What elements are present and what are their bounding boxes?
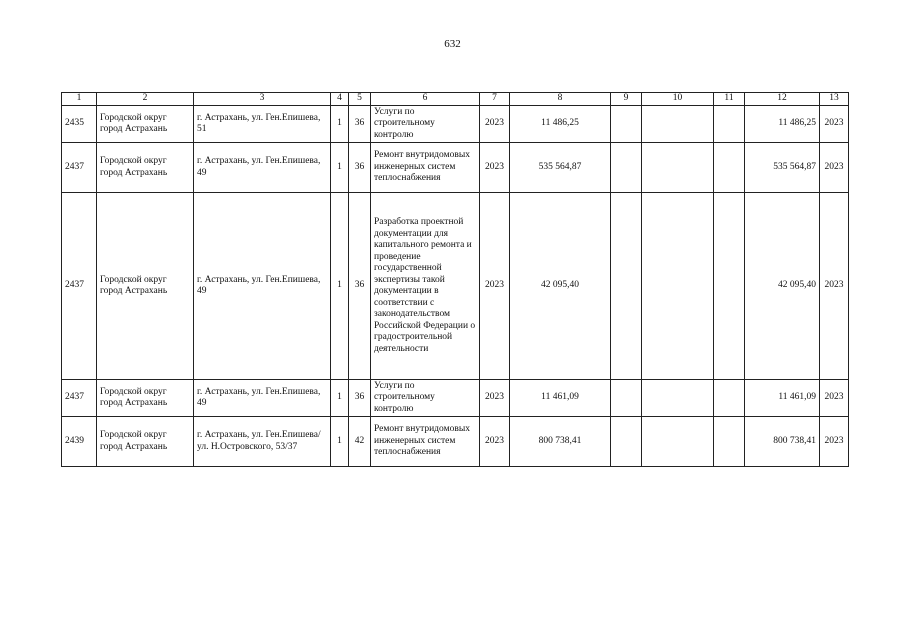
table-row (62, 417, 849, 467)
cell-col9 (611, 106, 642, 143)
budget-table (61, 92, 849, 467)
column-header: 1 (62, 93, 97, 106)
cell-col5: 36 (349, 143, 371, 193)
cell-service: Услуги по строительному контролю (371, 106, 480, 143)
column-header: 5 (349, 93, 371, 106)
cell-col11 (714, 380, 745, 417)
column-header: 3 (194, 93, 331, 106)
cell-col10 (642, 106, 714, 143)
cell-year-end: 2023 (820, 106, 849, 143)
cell-year: 2023 (480, 417, 510, 467)
cell-address: г. Астрахань, ул. Ген.Епишева, 49 (194, 143, 331, 193)
cell-amount: 42 095,40 (510, 193, 611, 380)
table-row (62, 143, 849, 193)
cell-district: Городской округ город Астрахань (97, 143, 194, 193)
column-header: 4 (331, 93, 349, 106)
cell-address: г. Астрахань, ул. Ген.Епишева, 49 (194, 193, 331, 380)
cell-total: 800 738,41 (745, 417, 820, 467)
cell-col11 (714, 417, 745, 467)
column-header: 12 (745, 93, 820, 106)
cell-col10 (642, 417, 714, 467)
header-row (62, 93, 849, 106)
cell-year: 2023 (480, 106, 510, 143)
cell-col11 (714, 193, 745, 380)
cell-district: Городской округ город Астрахань (97, 106, 194, 143)
cell-col10 (642, 193, 714, 380)
cell-year-end: 2023 (820, 143, 849, 193)
column-header: 11 (714, 93, 745, 106)
cell-col4: 1 (331, 193, 349, 380)
column-header: 13 (820, 93, 849, 106)
cell-address: г. Астрахань, ул. Ген.Епишева/ ул. Н.Островского, 53/37 (194, 417, 331, 467)
cell-number: 2439 (62, 417, 97, 467)
cell-amount: 11 486,25 (510, 106, 611, 143)
cell-year-end: 2023 (820, 380, 849, 417)
cell-total: 535 564,87 (745, 143, 820, 193)
cell-col9 (611, 417, 642, 467)
cell-col4: 1 (331, 380, 349, 417)
cell-district: Городской округ город Астрахань (97, 193, 194, 380)
cell-col5: 36 (349, 193, 371, 380)
table-row (62, 380, 849, 417)
cell-number: 2437 (62, 193, 97, 380)
column-header: 2 (97, 93, 194, 106)
table-row (62, 106, 849, 143)
cell-number: 2437 (62, 143, 97, 193)
cell-amount: 11 461,09 (510, 380, 611, 417)
cell-total: 42 095,40 (745, 193, 820, 380)
cell-col5: 36 (349, 380, 371, 417)
cell-district: Городской округ город Астрахань (97, 417, 194, 467)
cell-amount: 535 564,87 (510, 143, 611, 193)
cell-year: 2023 (480, 193, 510, 380)
cell-service: Услуги по строительному контролю (371, 380, 480, 417)
column-header: 6 (371, 93, 480, 106)
cell-col10 (642, 143, 714, 193)
cell-col4: 1 (331, 106, 349, 143)
table-row (62, 193, 849, 380)
cell-col9 (611, 193, 642, 380)
cell-address: г. Астрахань, ул. Ген.Епишева, 49 (194, 380, 331, 417)
cell-col9 (611, 380, 642, 417)
cell-col10 (642, 380, 714, 417)
cell-total: 11 486,25 (745, 106, 820, 143)
cell-year: 2023 (480, 143, 510, 193)
cell-service: Ремонт внутридомовых инженерных систем теплоснабжения (371, 143, 480, 193)
cell-year-end: 2023 (820, 417, 849, 467)
cell-col11 (714, 106, 745, 143)
cell-service: Ремонт внутридомовых инженерных систем теплоснабжения (371, 417, 480, 467)
cell-number: 2435 (62, 106, 97, 143)
cell-col5: 42 (349, 417, 371, 467)
column-header: 8 (510, 93, 611, 106)
cell-year-end: 2023 (820, 193, 849, 380)
cell-col4: 1 (331, 417, 349, 467)
cell-address: г. Астрахань, ул. Ген.Епишева, 51 (194, 106, 331, 143)
cell-total: 11 461,09 (745, 380, 820, 417)
cell-service: Разработка проектной документации для капитального ремонта и проведение государственной экспертизы такой документации в соответствии с законодательством Российской Федерации о градостроительной деятельности (371, 193, 480, 380)
column-header: 7 (480, 93, 510, 106)
column-header: 10 (642, 93, 714, 106)
cell-col5: 36 (349, 106, 371, 143)
cell-amount: 800 738,41 (510, 417, 611, 467)
page-number: 632 (444, 38, 461, 50)
cell-number: 2437 (62, 380, 97, 417)
column-header: 9 (611, 93, 642, 106)
cell-col11 (714, 143, 745, 193)
cell-col4: 1 (331, 143, 349, 193)
cell-district: Городской округ город Астрахань (97, 380, 194, 417)
cell-col9 (611, 143, 642, 193)
cell-year: 2023 (480, 380, 510, 417)
